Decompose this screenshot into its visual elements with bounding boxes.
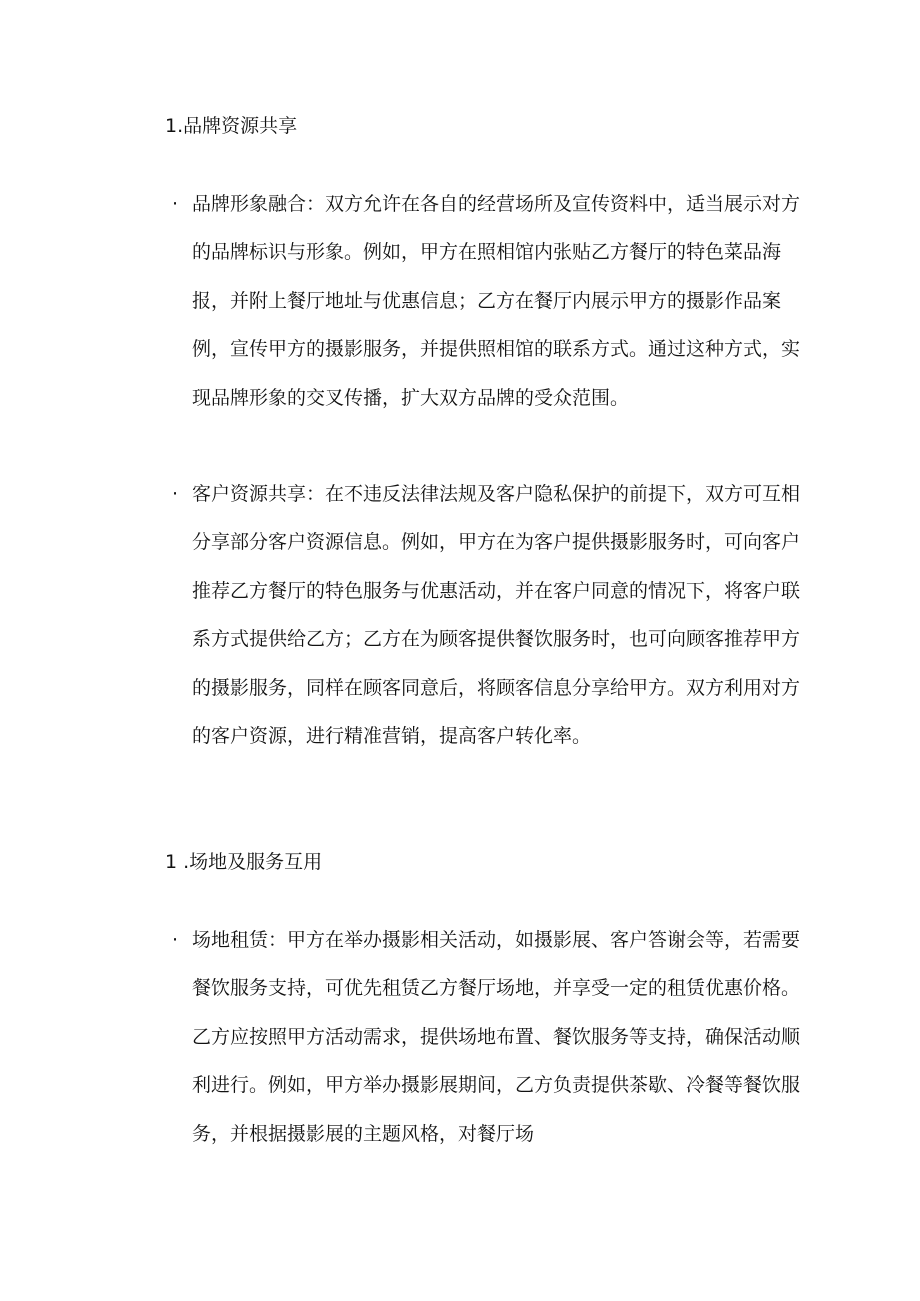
paragraph-text: 场地租赁：甲方在举办摄影相关活动，如摄影展、客户答谢会等，若需要餐饮服务支持，可优先租赁乙方餐厅场地，并享受一定的租赁优惠价格。乙方应按照甲方活动需求，提供场地布置、餐饮服务等支持，确保活动顺利进行。例如，甲方举办摄影展期间，乙方负责提供茶歇、冷餐等餐饮服务，并根据摄影展的主题风格，对餐厅场 — [192, 929, 801, 1145]
paragraph-text: 客户资源共享：在不违反法律法规及客户隐私保护的前提下，双方可互相分享部分客户资源信息。例如，甲方在为客户提供摄影服务时，可向客户推荐乙方餐厅的特色服务与优惠活动，并在客户同意的情况下，将客户联系方式提供给乙方；乙方在为顾客提供餐饮服务时，也可向顾客推荐甲方的摄影服务，同样在顾客同意后，将顾客信息分享给甲方。双方利用对方的客户资源，进行精准营销，提高客户转化率。 — [192, 483, 801, 748]
paragraph-text: 品牌形象融合：双方允许在各自的经营场所及宣传资料中，适当展示对方的品牌标识与形象。例如，甲方在照相馆内张贴乙方餐厅的特色菜品海报，并附上餐厅地址与优惠信息；乙方在餐厅内展示甲方的摄影作品案例，宣传甲方的摄影服务，并提供照相馆的联系方式。通过这种方式，实现品牌形象的交叉传播，扩大双方品牌的受众范围。 — [192, 193, 801, 409]
list-item-venue-rental — [172, 916, 802, 1158]
bullet-marker: · — [172, 193, 179, 215]
section-heading-venue-service-sharing: 1 .场地及服务互用 — [165, 851, 323, 873]
list-item-customer-resource-sharing — [172, 470, 802, 760]
bullet-marker: · — [172, 483, 179, 505]
section-heading-brand-resource-sharing: 1.品牌资源共享 — [165, 115, 298, 137]
list-item-brand-image-fusion — [172, 180, 802, 422]
bullet-marker: · — [172, 929, 179, 951]
